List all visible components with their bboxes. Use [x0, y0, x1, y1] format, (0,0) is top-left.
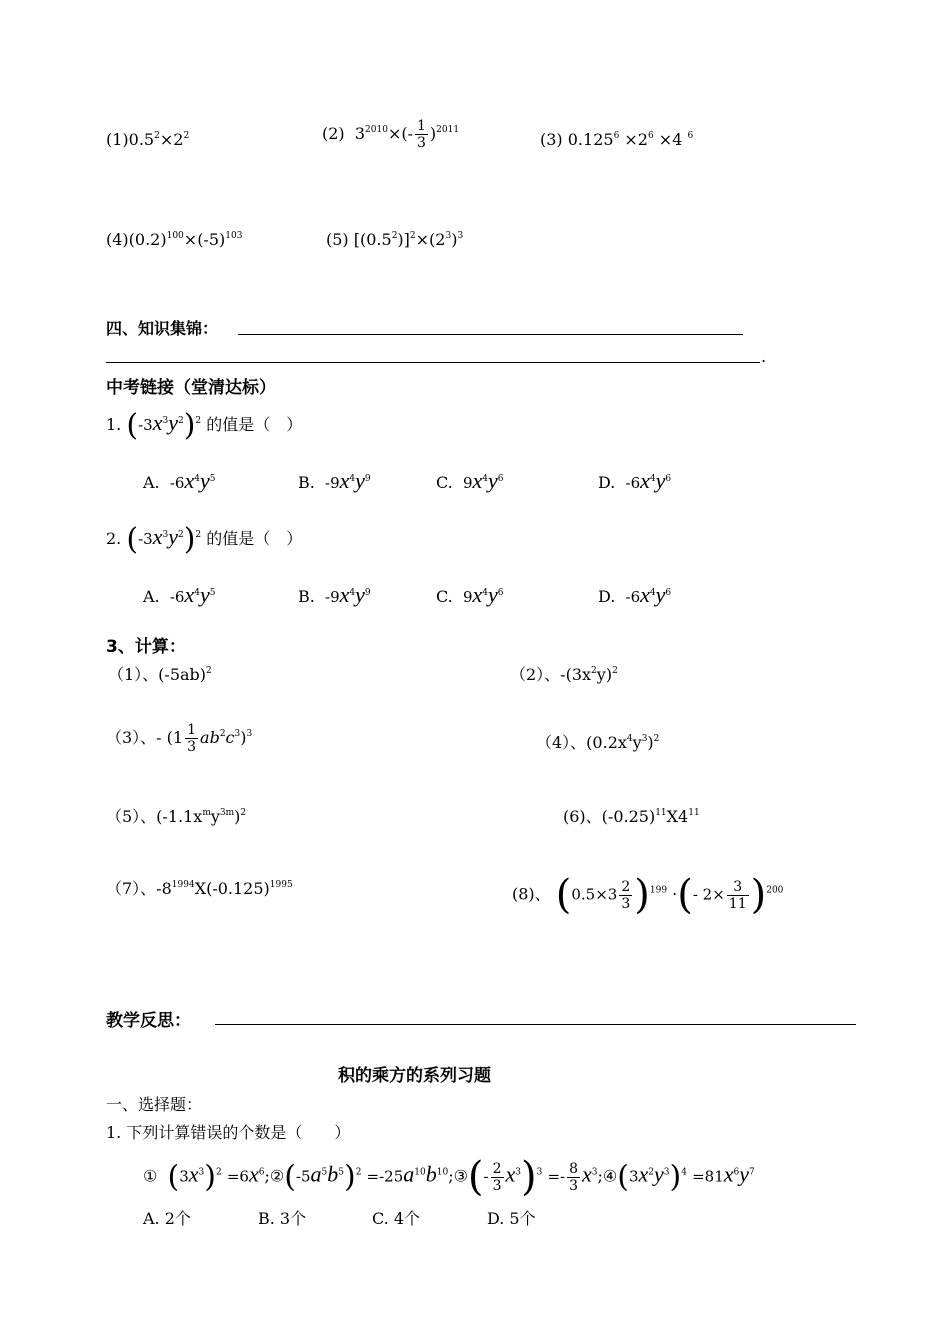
- question-2: 2. $(-3x^3y^2)^2$ 的值是（ ）: [106, 522, 303, 557]
- exercise-2: (2) $3^{2010}\times(-$ $\frac{1}{3}$ )$^{2011}$: [322, 118, 460, 151]
- calc-1: （1）、$(-5ab)^2$: [108, 665, 212, 684]
- question-1: 1. $(-3x^3y^2)^2$ 的值是（ ）: [106, 408, 303, 443]
- q1-option-d[interactable]: D. $-6x^4y^6$: [598, 468, 672, 493]
- calc-heading: 3、计算：: [106, 637, 186, 657]
- series-question-1: 1. 下列计算错误的个数是（ ）: [106, 1123, 351, 1142]
- series-answer-d[interactable]: D. 5个: [487, 1209, 536, 1228]
- q2-option-a[interactable]: A. $-6x^4y^5$: [143, 582, 216, 607]
- calc-5: （5）、$(-1.1x^my^{3m})^2$: [106, 807, 247, 826]
- exercise-1: $(1)0.5^2\times 2^2$: [106, 130, 190, 149]
- calc-8: (8)、 (0.5×3 $\frac{2}{3}$ )$^{199}$ ·(- 2× $\frac{3}{11}$ )$^{200}$: [512, 872, 784, 918]
- series-answer-b[interactable]: B. 3个: [258, 1209, 307, 1228]
- knowledge-line-1[interactable]: [238, 334, 743, 335]
- calc-7: （7）、$-8^{1994}X(-0.125)^{1995}$: [106, 879, 293, 898]
- exercise-5: (5) $[(0.5^2)]^2\times(2^3)^3$: [326, 230, 464, 249]
- q2-option-b[interactable]: B. $-9x^4y^9$: [298, 582, 371, 607]
- exercise-3: (3) $0.125^6 \times 2^6 \times 4$ $^6$: [540, 130, 694, 149]
- q2-option-c[interactable]: C. $9x^4y^6$: [436, 582, 504, 607]
- calc-4: （4）、$(0.2x^4y^3)^2$: [536, 733, 660, 752]
- q1-option-b[interactable]: B. $-9x^4y^9$: [298, 468, 371, 493]
- zhongkao-heading: 中考链接（堂清达标）: [106, 378, 276, 398]
- reflection-line[interactable]: [215, 1024, 856, 1025]
- calc-6: (6)、$(-0.25)^{11}X4^{11}$: [563, 807, 700, 826]
- q1-option-a[interactable]: A. $-6x^4y^5$: [143, 468, 216, 493]
- series-q1-items: ① $(3x^3)^2$ $=6x^6;②(-5a^5b^5)^2$ $=-25a^{10}b^{10};③(-$ $\frac{2}{3}$ $x^3)^3$ =- $\frac{8}{3}$ $x^3;④(3x^2y^3)^4 =81x^6y^7$: [143, 1154, 755, 1200]
- knowledge-heading: 四、知识集锦：: [106, 319, 219, 338]
- knowledge-line-2[interactable]: [106, 362, 760, 363]
- series-answer-c[interactable]: C. 4个: [372, 1209, 421, 1228]
- series-title: 积的乘方的系列习题: [338, 1066, 491, 1086]
- series-section: 一、选择题：: [106, 1095, 203, 1114]
- knowledge-period: .: [761, 347, 767, 366]
- exercise-4: $(4)(0.2)^{100}\times(-5)^{103}$: [106, 230, 243, 249]
- calc-2: （2）、$-(3x^2y)^2$: [510, 665, 618, 684]
- q1-option-c[interactable]: C. $9x^4y^6$: [436, 468, 504, 493]
- q2-option-d[interactable]: D. $-6x^4y^6$: [598, 582, 672, 607]
- reflection-heading: 教学反思：: [106, 1011, 191, 1031]
- calc-3: （3）、- (1 $\frac{1}{3}$ $ab^2c^3)^3$: [106, 722, 253, 755]
- series-answer-a[interactable]: A. 2个: [143, 1209, 191, 1228]
